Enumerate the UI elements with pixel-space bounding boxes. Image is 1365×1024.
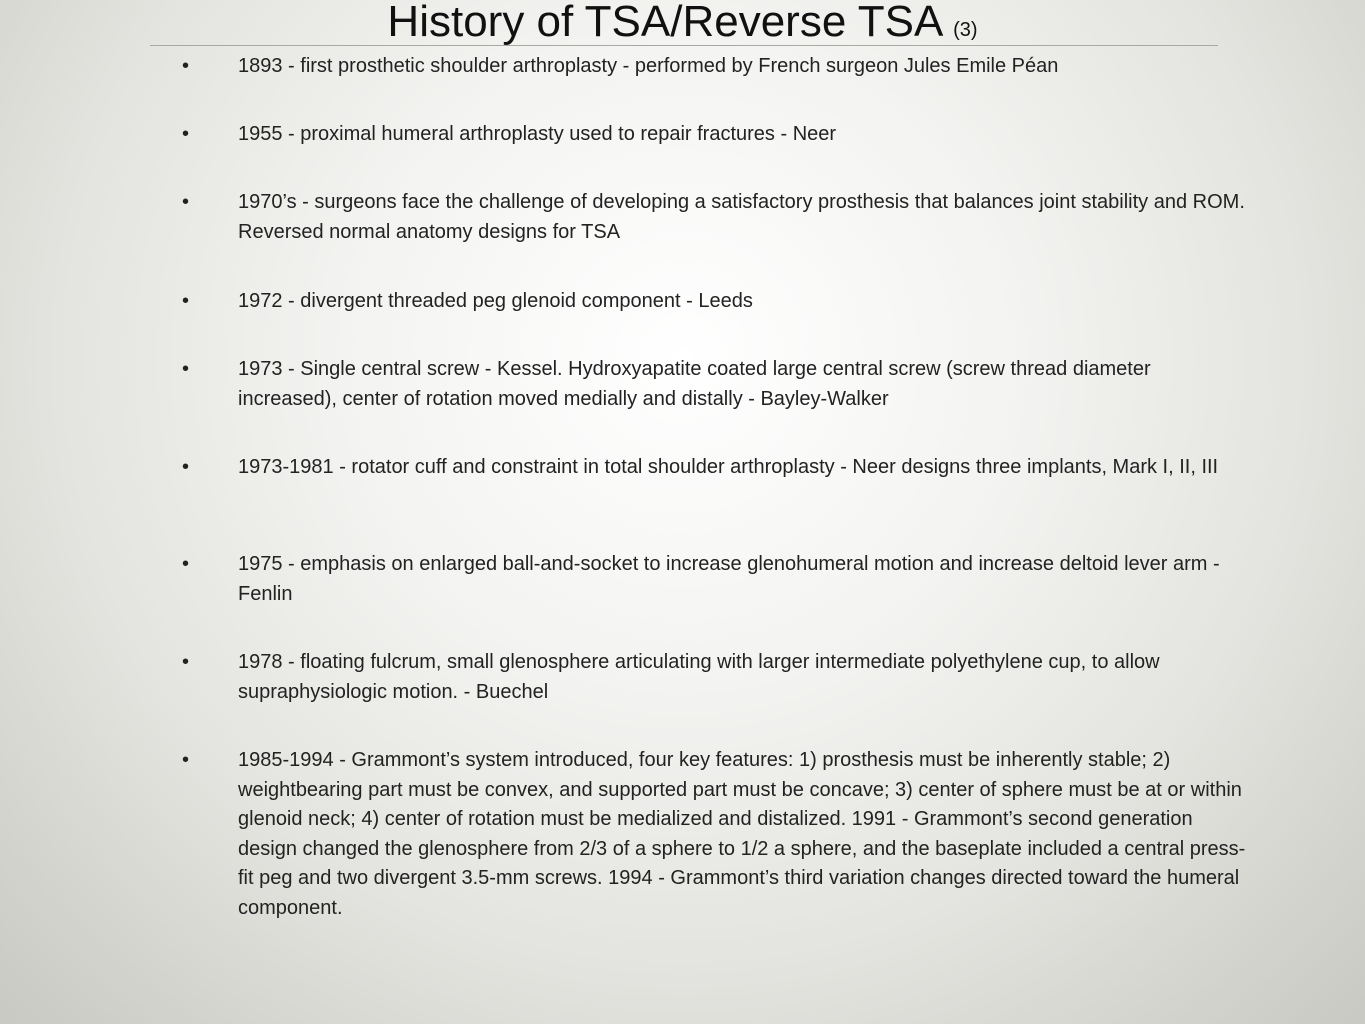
bullet-marker: •: [182, 456, 190, 478]
bullet-text: 1970’s - surgeons face the challenge of developing a satisfactory prosthesis that balances joint stability and ROM. Reversed normal anatomy designs for TSA: [238, 191, 1245, 243]
bullet-item: [182, 120, 1248, 150]
bullet-text: 1893 - first prosthetic shoulder arthroplasty - performed by French surgeon Jules Emile Péan: [238, 55, 1059, 77]
title-suffix: (3): [953, 19, 978, 41]
bullet-marker: •: [182, 191, 190, 213]
bullet-marker: •: [182, 749, 190, 771]
bullet-item: [182, 287, 1248, 317]
bullet-text: 1973-1981 - rotator cuff and constraint in total shoulder arthroplasty - Neer designs three implants, Mark I, II, III: [238, 456, 1219, 478]
bullet-marker: •: [182, 55, 190, 77]
bullet-marker: •: [182, 123, 190, 145]
bullet-item: [182, 746, 1248, 923]
bullet-item: [182, 550, 1248, 609]
bullet-item: [182, 355, 1248, 414]
bullet-marker: •: [182, 358, 190, 380]
bullet-item: [182, 648, 1248, 707]
bullet-item: [182, 188, 1248, 247]
bullet-text: 1973 - Single central screw - Kessel. Hydroxyapatite coated large central screw (screw thread diameter increased), center of rotation moved medially and distally - Bayley-Walker: [238, 358, 1151, 410]
bullet-text: 1985-1994 - Grammont’s system introduced, four key features: 1) prosthesis must be inherently stable; 2) weightbearing part must be convex, and supported part must be concave; 3) center of sphere must be at or within glenoid neck; 4) center of rotation must be medialized and distalized. 1991 - Grammont’s second generation design changed the glenosphere from 2/3 of a sphere to 1/2 a sphere, and the baseplate included a central press-fit peg and two divergent 3.5-mm screws. 1994 - Grammont’s third variation changes directed toward the humeral component.: [238, 749, 1246, 919]
bullet-text: 1978 - floating fulcrum, small glenosphere articulating with larger intermediate polyethylene cup, to allow supraphysiologic motion. - Buechel: [238, 651, 1160, 703]
bullet-marker: •: [182, 651, 190, 673]
bullet-item: [182, 453, 1248, 483]
bullet-text: 1975 - emphasis on enlarged ball-and-socket to increase glenohumeral motion and increase deltoid lever arm - Fenlin: [238, 553, 1220, 605]
bullet-marker: •: [182, 553, 190, 575]
title-text: History of TSA/Reverse TSA: [387, 0, 941, 46]
bullet-item: [182, 52, 1248, 82]
slide-title: [0, 0, 1365, 60]
bullet-text: 1955 - proximal humeral arthroplasty used to repair fractures - Neer: [238, 123, 837, 145]
bullet-text: 1972 - divergent threaded peg glenoid component - Leeds: [238, 290, 753, 312]
title-divider: [150, 45, 1218, 46]
bullet-marker: •: [182, 290, 190, 312]
